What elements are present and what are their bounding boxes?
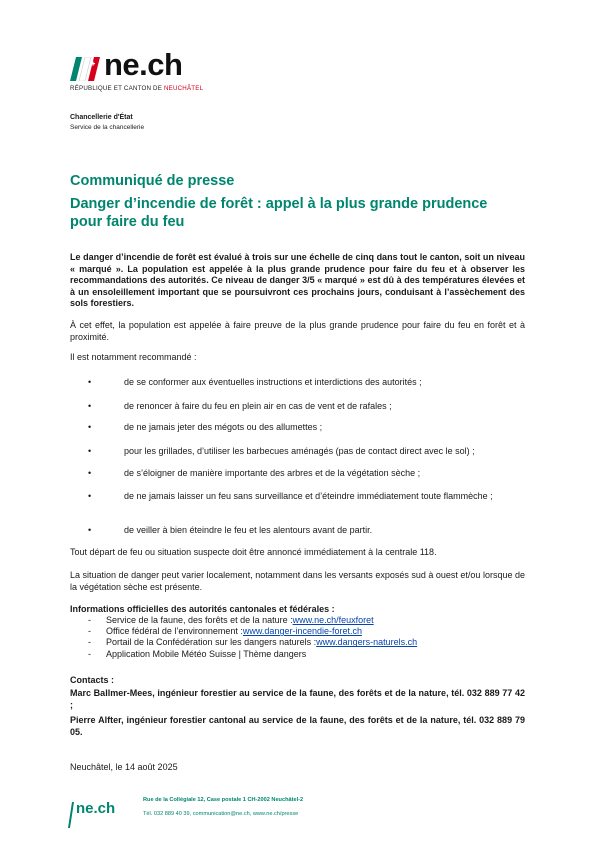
footer-logo bbox=[68, 800, 128, 830]
slash-icon bbox=[68, 802, 74, 828]
bullet-icon: • bbox=[88, 468, 92, 478]
info-list bbox=[88, 615, 417, 660]
bullet-icon: • bbox=[88, 422, 92, 432]
paragraph-3: Il est notamment recommandé : bbox=[70, 352, 197, 362]
bullet-icon: • bbox=[88, 446, 92, 456]
contact-2: Pierre Alfter, ingénieur forestier cantonal au service de la faune, des forêts et de la nature, tél. 032 889 79 05. bbox=[70, 715, 525, 737]
link-danger-incendie-foret[interactable]: www.danger-incendie-foret.ch bbox=[242, 626, 362, 637]
link-feuxforet[interactable]: www.ne.ch/feuxforet bbox=[292, 615, 374, 625]
footer-contact: Tél. 032 889 40 39, communication@ne.ch, www.ne.ch/presse bbox=[143, 811, 299, 817]
list-item bbox=[88, 626, 417, 637]
list-item: de se conformer aux éventuelles instructions et interdictions des autorités ; bbox=[124, 377, 422, 387]
list-item: de veiller à bien éteindre le feu et les alentours avant de partir. bbox=[124, 525, 373, 535]
footer-address: Rue de la Collégiale 12, Case postale 1 CH-2002 Neuchâtel-2 bbox=[143, 797, 304, 803]
info-item-text: Application Mobile Météo Suisse | Thème dangers bbox=[106, 648, 307, 659]
list-item: de ne jamais jeter des mégots ou des allumettes ; bbox=[124, 422, 323, 432]
link-dangers-naturels[interactable]: www.dangers-naturels.ch bbox=[316, 637, 418, 648]
info-item-text: Portail de la Confédération sur les dangers naturels : bbox=[106, 637, 317, 648]
department-name: Chancellerie d'État bbox=[70, 114, 133, 121]
list-item: pour les grillades, d’utiliser les barbecues aménagés (pas de contact direct avec le sol) ; bbox=[124, 446, 475, 456]
bullet-icon: • bbox=[88, 525, 92, 535]
flag-stripes-icon bbox=[70, 57, 104, 81]
list-item: de s’éloigner de manière importante des arbres et de la végétation sèche ; bbox=[124, 468, 421, 478]
bullet-icon: • bbox=[88, 401, 92, 411]
dash-icon: - bbox=[88, 637, 91, 648]
list-item bbox=[88, 649, 417, 660]
bullet-icon: • bbox=[88, 491, 92, 501]
paragraph-5: La situation de danger peut varier localement, notamment dans les versants exposés sud à ouest et/ou lorsque de la végétation sèche est présente. bbox=[70, 570, 525, 592]
bullet-icon: • bbox=[88, 377, 92, 387]
lead-paragraph: Le danger d’incendie de forêt est évalué à trois sur une échelle de cinq dans tout le canton, soit un niveau « marqué ». La population est appelée à la plus grande prudence pour faire du feu et à observer les recommandations des autorités. Ce niveau de danger 3/5 « marqué » est dû à des températures élevées et à un ensoleillement important que se poursuivront ces prochains jours, conduisant à l’assèchement des sols forestiers. bbox=[70, 252, 525, 309]
contacts-title: Contacts : bbox=[70, 675, 115, 685]
logo-subtitle: RÉPUBLIQUE ET CANTON DE NEUCHÂTEL bbox=[70, 85, 204, 92]
canton-logo bbox=[70, 47, 220, 97]
press-release-label: Communiqué de presse bbox=[70, 173, 235, 189]
page-title: Danger d’incendie de forêt : appel à la plus grande prudence pour faire du feu bbox=[70, 196, 488, 230]
list-item: de renoncer à faire du feu en plein air en cas de vent et de rafales ; bbox=[124, 401, 392, 411]
dash-icon: - bbox=[88, 615, 91, 625]
date-line: Neuchâtel, le 14 août 2025 bbox=[70, 762, 178, 772]
info-item-text: Service de la faune, des forêts et de la nature : bbox=[106, 615, 293, 625]
dash-icon: - bbox=[88, 626, 91, 637]
list-item: de ne jamais laisser un feu sans surveillance et d’éteindre immédiatement toute flammèche ; bbox=[124, 491, 493, 501]
service-name: Service de la chancellerie bbox=[70, 124, 145, 131]
dash-icon: - bbox=[88, 648, 91, 659]
paragraph-4: Tout départ de feu ou situation suspecte doit être annoncé immédiatement à la centrale 118. bbox=[70, 547, 437, 557]
list-item bbox=[88, 637, 417, 648]
logo-wordmark: ne.ch bbox=[104, 47, 183, 82]
list-item bbox=[88, 615, 417, 626]
contact-1: Marc Ballmer-Mees, ingénieur forestier au service de la faune, des forêts et de la nature, tél. 032 889 77 42 ; bbox=[70, 688, 525, 710]
info-title: Informations officielles des autorités cantonales et fédérales : bbox=[70, 604, 335, 614]
footer-wordmark: ne.ch bbox=[76, 800, 116, 817]
paragraph-2: À cet effet, la population est appelée à faire preuve de la plus grande prudence pour faire du feu en forêt et à proximité. bbox=[70, 320, 525, 342]
info-item-text: Office fédéral de l’environnement : bbox=[106, 626, 243, 637]
